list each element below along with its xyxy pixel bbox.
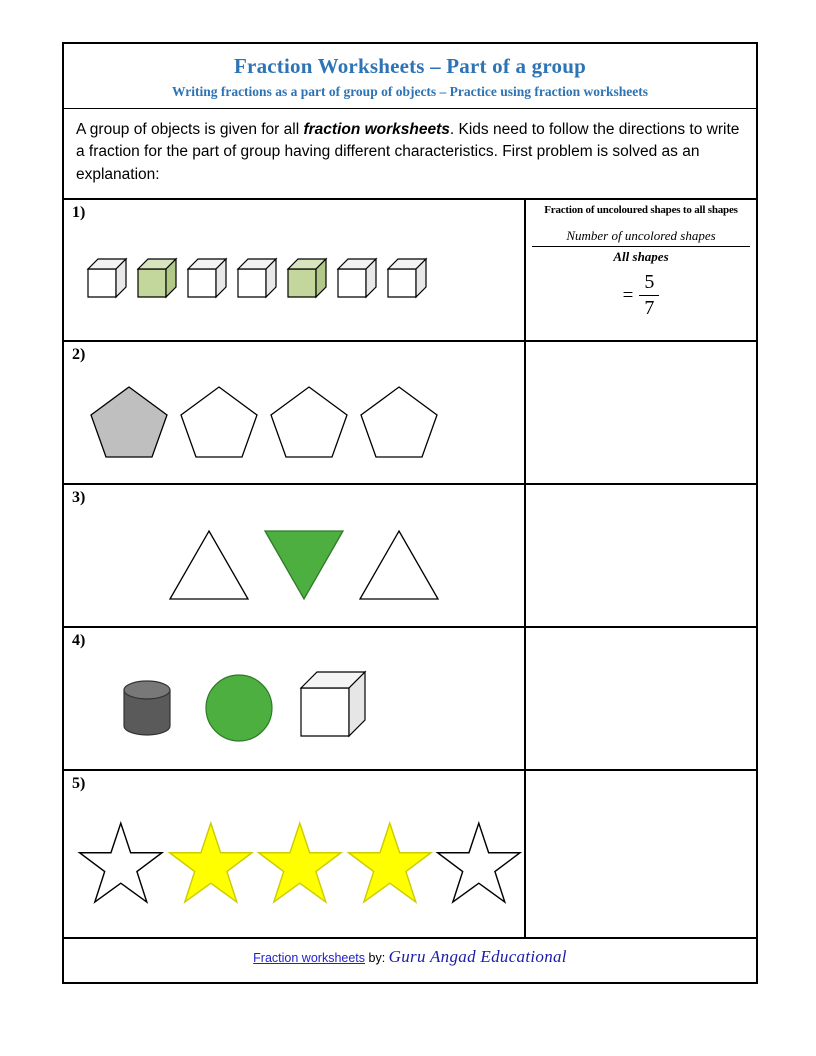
answer-denominator: 7 — [644, 297, 655, 320]
page-title: Fraction Worksheets – Part of a group — [234, 54, 586, 78]
star-shape-4-colored — [345, 816, 435, 911]
star-shape-1 — [76, 816, 166, 911]
problem-row-2 — [64, 342, 756, 485]
problem-2-shape-group — [72, 364, 524, 479]
cube-shape-3 — [184, 251, 234, 307]
cube-shape-1 — [84, 251, 134, 307]
equals-sign: = — [622, 284, 634, 306]
star-shape-2-colored — [166, 816, 256, 911]
page-subtitle: Writing fractions as a part of group of objects – Practice using fraction worksheets — [171, 84, 649, 99]
problem-1-number: 1) — [72, 204, 86, 222]
problem-2-number: 2) — [72, 346, 86, 364]
star-shape-5 — [434, 816, 524, 911]
pentagon-shape-2 — [174, 377, 264, 467]
answer-numeric-fraction — [532, 271, 750, 320]
problem-row-5 — [64, 771, 756, 939]
problem-2-shapes-cell — [64, 342, 526, 483]
problem-5-shapes-cell — [64, 771, 526, 937]
instructions-emphasis: fraction worksheets — [303, 121, 450, 138]
problem-5-answer-cell[interactable] — [526, 771, 756, 937]
problem-4-shape-group — [72, 650, 524, 765]
problem-4-number: 4) — [72, 632, 86, 650]
star-shape-3-colored — [255, 816, 345, 911]
problem-row-1 — [64, 200, 756, 342]
triangle-shape-1 — [162, 517, 257, 612]
problem-3-number: 3) — [72, 489, 86, 507]
pentagon-shape-4 — [354, 377, 444, 467]
brand-name: Guru Angad Educational — [388, 947, 567, 967]
problem-1-shapes-cell — [64, 200, 526, 340]
answer-word-fraction — [532, 228, 750, 265]
cylinder-shape-colored — [102, 660, 192, 755]
answer-numerator: 5 — [639, 271, 659, 296]
triangle-shape-3 — [352, 517, 447, 612]
problem-row-3 — [64, 485, 756, 628]
instructions — [64, 109, 756, 200]
cube-shape-7 — [384, 251, 434, 307]
pentagon-shape-1-colored — [84, 377, 174, 467]
problem-4-shapes-cell — [64, 628, 526, 769]
cube-shape-6 — [334, 251, 384, 307]
fraction-stack — [639, 271, 659, 320]
footer-by-text: by: — [365, 951, 389, 966]
instructions-text-before: A group of objects is given for all — [76, 121, 304, 138]
fraction-worksheets-link[interactable]: Fraction worksheets — [253, 951, 366, 966]
cube-shape-white — [287, 660, 382, 755]
circle-shape-colored — [192, 660, 287, 755]
problem-5-shape-group — [72, 793, 524, 933]
problem-row-4 — [64, 628, 756, 771]
pentagon-shape-3 — [264, 377, 354, 467]
cube-shape-5-colored — [284, 251, 334, 307]
problem-4-answer-cell[interactable] — [526, 628, 756, 769]
worksheet-page — [62, 42, 758, 984]
cube-shape-2-colored — [134, 251, 184, 307]
problem-2-answer-cell[interactable] — [526, 342, 756, 483]
triangle-shape-2-colored — [257, 517, 352, 612]
worksheet-header — [64, 44, 756, 109]
problem-5-number: 5) — [72, 775, 86, 793]
cube-shape-4 — [234, 251, 284, 307]
footer — [64, 939, 756, 967]
problem-3-shapes-cell — [64, 485, 526, 626]
problem-1-shape-group — [72, 222, 524, 336]
answer-numerator-words: Number of uncolored shapes — [532, 228, 750, 247]
answer-heading: Fraction of uncoloured shapes to all shapes — [544, 204, 738, 217]
problem-3-answer-cell[interactable] — [526, 485, 756, 626]
instructions-text-after: . Kids need to follow the directions to write a fraction for the part of group having different characteristics. First problem is solved as an explanation: — [76, 121, 740, 183]
problem-3-shape-group — [72, 507, 524, 622]
problem-1-answer-cell[interactable] — [526, 200, 756, 340]
answer-denominator-words: All shapes — [613, 249, 669, 265]
